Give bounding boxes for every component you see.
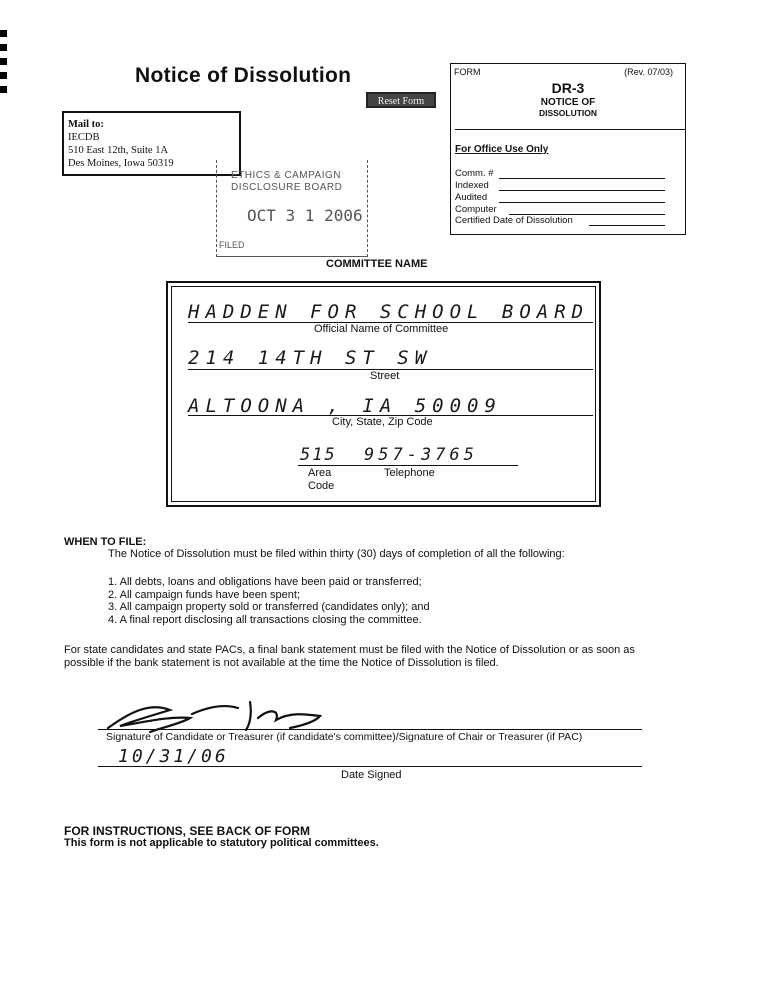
telephone-label: Telephone: [384, 467, 435, 479]
reset-form-button[interactable]: Reset Form: [366, 92, 436, 108]
office-field-certified: [455, 215, 573, 226]
date-signed-line: [98, 766, 642, 767]
telephone-value: 957-3765: [364, 445, 478, 465]
street-value: 214 14TH ST SW: [188, 347, 433, 369]
form-info-box: [450, 63, 686, 235]
form-notice-line1: NOTICE OF: [540, 97, 596, 108]
form-divider: [455, 129, 685, 130]
committee-info-box: [166, 281, 601, 507]
indexed-line: [499, 190, 665, 191]
office-use-heading: For Office Use Only: [455, 144, 549, 155]
received-stamp: [216, 160, 368, 257]
when-to-file-list: [108, 576, 430, 626]
signature-label: Signature of Candidate or Treasurer (if candidate's committee)/Signature of Chair or Treasurer (if PAC): [106, 731, 583, 743]
office-field-indexed: [455, 180, 489, 191]
form-notice-line2: DISSOLUTION: [538, 108, 598, 118]
office-field-indexed-label: Indexed: [455, 180, 489, 191]
office-field-certified-label: Certified Date of Dissolution: [455, 215, 573, 226]
office-field-computer-label: Computer: [455, 204, 497, 215]
instructions-note: FOR INSTRUCTIONS, SEE BACK OF FORM: [64, 824, 310, 838]
page-title: Notice of Dissolution: [135, 64, 352, 87]
mail-to-line3: Des Moines, Iowa 50319: [68, 158, 174, 169]
list-item: 1. All debts, loans and obligations have been paid or transferred;: [108, 576, 422, 588]
phone-line: [298, 465, 518, 466]
stamp-filed: FILED: [219, 240, 245, 250]
certified-line: [589, 225, 665, 226]
committee-name-value: HADDEN FOR SCHOOL BOARD: [188, 301, 590, 323]
office-field-computer: [455, 204, 497, 215]
street-label: Street: [370, 370, 400, 382]
list-item: 4. A final report disclosing all transactions closing the committee.: [108, 613, 422, 626]
mail-to-line2: 510 East 12th, Suite 1A: [68, 145, 169, 156]
bank-statement-note: [64, 644, 635, 669]
office-field-audited-label: Audited: [455, 192, 488, 203]
form-label: FORM: [454, 67, 481, 77]
date-signed-value: 10/31/06: [118, 746, 229, 767]
list-item: 2. All campaign funds have been spent;: [108, 588, 301, 601]
when-to-file-intro: The Notice of Dissolution must be filed within thirty (30) days of completion of all the following:: [108, 548, 565, 560]
when-to-file-heading: WHEN TO FILE:: [64, 536, 147, 548]
list-item: 3. All campaign property sold or transferred (candidates only); and: [108, 601, 430, 613]
mail-to-line1: IECDB: [68, 132, 100, 143]
committee-name-label: Official Name of Committee: [314, 323, 449, 335]
form-id: DR-3: [551, 80, 585, 96]
area-code-value: 515: [300, 445, 337, 465]
stamp-line1: ETHICS & CAMPAIGN: [231, 170, 341, 181]
committee-name-line: [188, 322, 593, 323]
comm-line: [499, 178, 665, 179]
area-label-line2: Code: [308, 480, 335, 492]
stamp-date: OCT 3 1 2006: [247, 206, 363, 225]
area-label-line1: Area: [308, 467, 332, 479]
office-field-audited: [455, 192, 487, 203]
office-field-comm-label: Comm. #: [455, 168, 494, 179]
audited-line: [499, 202, 665, 203]
scan-edge-marks: [0, 30, 7, 100]
signature-line: [98, 729, 642, 730]
city-state-zip-label: City, State, Zip Code: [332, 416, 433, 428]
statutory-note: This form is not applicable to statutory political committees.: [64, 837, 379, 849]
office-field-comm: [455, 168, 494, 179]
stamp-line2: DISCLOSURE BOARD: [231, 182, 343, 193]
city-state-zip-line: [188, 415, 593, 416]
area-code-label: [308, 467, 334, 493]
mail-to-box: [62, 111, 241, 176]
date-signed-label: Date Signed: [341, 769, 402, 781]
form-revision: (Rev. 07/03): [624, 67, 673, 77]
bank-note-line2: possible if the bank statement is not available at the time the Notice of Dissolution is filed.: [64, 656, 499, 669]
street-line: [188, 369, 593, 370]
committee-name-heading: COMMITTEE NAME: [326, 258, 428, 270]
bank-note-line1: For state candidates and state PACs, a final bank statement must be filed with the Notice of Dissolution or as soon as: [64, 644, 635, 656]
city-state-zip-value: ALTOONA , IA 50009: [188, 395, 502, 417]
mail-to-heading: Mail to:: [68, 119, 104, 130]
